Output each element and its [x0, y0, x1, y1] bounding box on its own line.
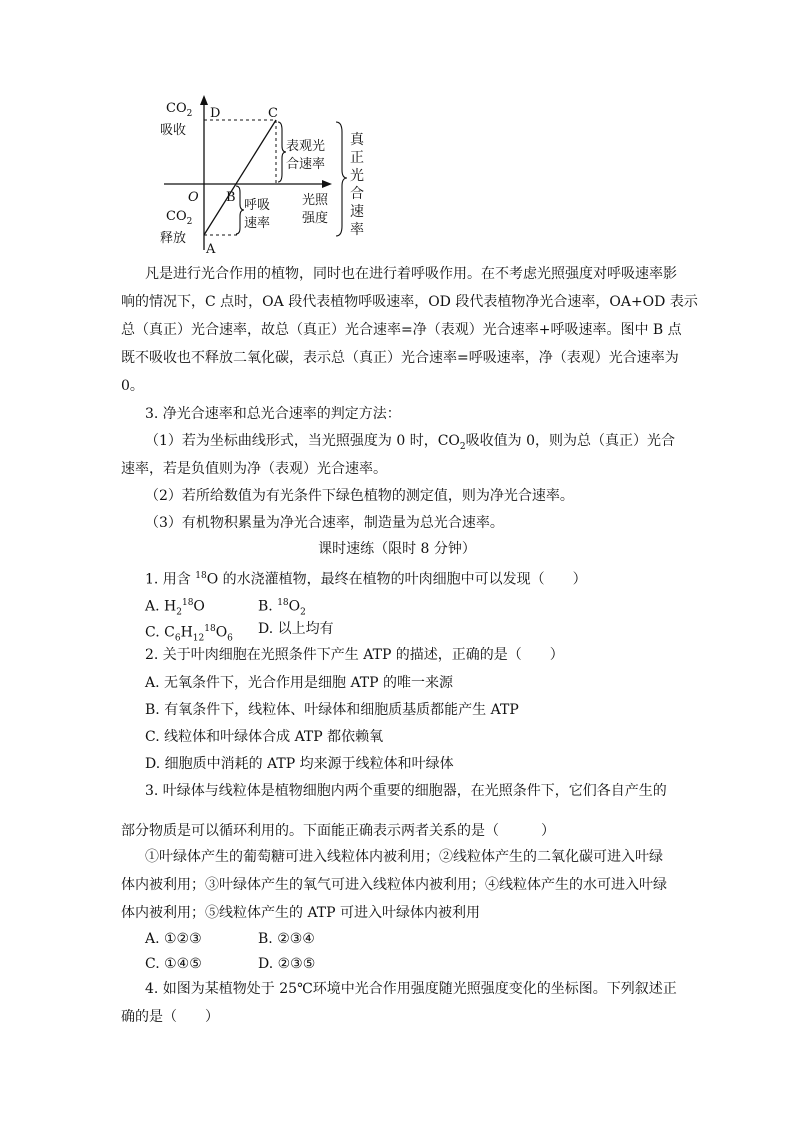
practice-title: 课时速练（限时 8 分钟） — [318, 541, 476, 557]
light-label-2: 强度 — [302, 211, 329, 226]
question-2-option-b: B. 有氧条件下，线粒体、叶绿体和细胞质基质都能产生 ATP — [145, 702, 519, 718]
paragraph-line: 既不吸收也不释放二氧化碳，表示总（真正）光合速率=呼吸速率，净（表观）光合速率为 — [121, 350, 679, 366]
brace-resp-rate — [236, 186, 244, 234]
point-b-label: B — [226, 190, 236, 205]
section-3-item-2: （2）若所给数值为有光条件下绿色植物的测定值，则为净光合速率。 — [145, 488, 574, 504]
question-2-option-c: C. 线粒体和叶绿体合成 ATP 都依赖氧 — [145, 729, 384, 745]
point-c-label: C — [268, 106, 278, 121]
light-label-1: 光照 — [302, 193, 329, 208]
net-rate-label-1: 表观光 — [286, 139, 326, 154]
question-3-option-b: B. ②③④ — [258, 931, 315, 947]
resp-rate-label-1: 呼吸 — [244, 198, 271, 213]
question-1-option-d: D. 以上均有 — [258, 621, 334, 637]
section-3-item-3: （3）有机物积累量为净光合速率，制造量为总光合速率。 — [145, 515, 504, 531]
resp-rate-label-2: 速率 — [244, 216, 271, 231]
section-3-item-1: （1）若为坐标曲线形式，当光照强度为 0 时，$CO_2$吸收值为 0，则为总（真正）光合 — [145, 433, 675, 452]
question-2-stem: 2. 关于叶肉细胞在光照条件下产生 ATP 的描述，正确的是（ ） — [145, 647, 564, 663]
origin-label: O — [188, 190, 199, 205]
question-4-stem-cont: 确的是（ ） — [121, 1009, 219, 1025]
question-3-list-cont: 体内被利用；⑤线粒体产生的 ATP 可进入叶绿体内被利用 — [121, 905, 481, 921]
paragraph-line: 凡是进行光合作用的植物，同时也在进行着呼吸作用。在不考虑光照强度对呼吸速率影 — [145, 266, 677, 282]
question-2-option-d: D. 细胞质中消耗的 ATP 均来源于线粒体和叶绿体 — [145, 756, 454, 772]
total-rate-char: 速 — [350, 204, 364, 220]
brace-net-rate — [278, 122, 286, 182]
question-3-stem-cont: 部分物质是可以循环利用的。下面能正确表示两者关系的是（ ） — [121, 823, 555, 839]
question-3-stem: 3. 叶绿体与线粒体是植物细胞内两个重要的细胞器，在光照条件下，它们各自产生的 — [145, 783, 667, 799]
question-3-option-c: C. ①④⑤ — [145, 956, 202, 972]
paragraph-line: 0。 — [121, 378, 144, 394]
section-3-item-1-cont: 速率，若是负值则为净（表观）光合速率。 — [121, 461, 387, 477]
total-rate-char: 真 — [350, 132, 364, 148]
question-1-option-b: B. $^{18}O_2$ — [258, 598, 306, 618]
question-1-option-a: A. $H_2^{18}O$ — [145, 598, 205, 618]
total-rate-char: 率 — [350, 222, 364, 238]
section-3-title: 3. 净光合速率和总光合速率的判定方法： — [145, 406, 401, 422]
question-3-list-cont: 体内被利用；③叶绿体产生的氧气可进入线粒体内被利用；④线粒体产生的水可进入叶绿 — [121, 877, 667, 893]
point-a-label: A — [206, 242, 216, 257]
paragraph-line: 总（真正）光合速率，故总（真正）光合速率=净（表观）光合速率+呼吸速率。图中 B 点 — [121, 322, 682, 338]
y-axis-arrow — [200, 95, 208, 105]
y-label-release-word: 释放 — [160, 231, 187, 246]
question-3-option-a: A. ①②③ — [145, 931, 202, 947]
total-rate-char: 合 — [350, 186, 364, 202]
y-label-release: $CO_2$ — [166, 209, 193, 227]
question-4-stem: 4. 如图为某植物处于 25℃环境中光合作用强度随光照强度变化的坐标图。下列叙述正 — [145, 981, 677, 997]
brace-total-rate — [336, 122, 347, 236]
question-3-list: ①叶绿体产生的葡萄糖可进入线粒体内被利用；②线粒体产生的二氧化碳可进入叶绿 — [145, 849, 663, 865]
total-rate-char: 光 — [350, 168, 364, 184]
question-1-option-c: C. $C_6H_{12}^{18}O_6$ — [145, 624, 233, 644]
paragraph-line: 响的情况下，C 点时，OA 段代表植物呼吸速率，OD 段代表植物净光合速率，OA+OD 表示 — [121, 294, 698, 310]
photosynthesis-diagram — [150, 92, 380, 260]
question-2-option-a: A. 无氧条件下，光合作用是细胞 ATP 的唯一来源 — [145, 675, 454, 691]
y-label-absorb-word: 吸收 — [160, 123, 187, 138]
question-1-stem: 1. 用含 $^{18}$O 的水浇灌植物，最终在植物的叶肉细胞中可以发现（ ） — [145, 571, 587, 588]
question-3-option-d: D. ②③⑤ — [258, 956, 316, 972]
y-label-absorb: $CO_2$ — [166, 101, 193, 119]
point-d-label: D — [210, 106, 221, 121]
total-rate-char: 正 — [350, 150, 364, 166]
x-axis-arrow — [322, 180, 332, 188]
net-rate-label-2: 合速率 — [286, 157, 326, 172]
